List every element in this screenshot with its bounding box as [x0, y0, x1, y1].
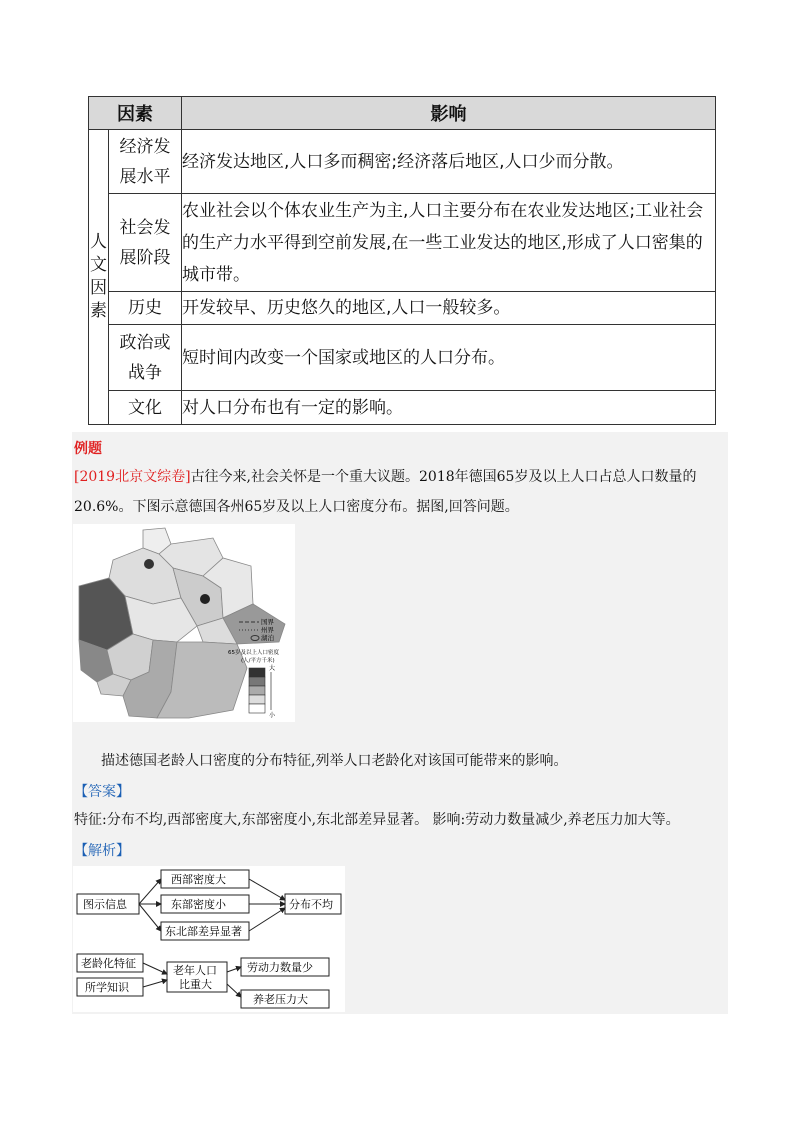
answer-heading: 【答案】: [74, 784, 130, 800]
flow-arrow: [227, 984, 241, 997]
germany-map: [73, 524, 295, 722]
legend-scale-high: 大: [269, 665, 276, 672]
question-line-1: [74, 466, 696, 486]
table-row: [89, 325, 716, 391]
factor-line: 历史: [128, 298, 162, 318]
group-char: 素: [90, 301, 107, 321]
table-row: [89, 194, 716, 292]
factor-cell: [109, 292, 182, 325]
header-effect: 影响: [182, 97, 716, 130]
factor-line: 战争: [128, 362, 162, 383]
legend-swatch: [249, 704, 265, 713]
flow-arrow: [249, 879, 285, 900]
factor-line: 经济发: [119, 136, 171, 157]
flow-arrow: [139, 879, 161, 904]
analysis-heading: 【解析】: [74, 843, 130, 859]
factor-cell: [109, 391, 182, 425]
table-row: [89, 391, 716, 425]
factor-cell: [109, 130, 182, 194]
flow-fact-label: 西部密度大: [171, 873, 226, 886]
flow-arrow: [143, 963, 167, 974]
factor-cell: [109, 325, 182, 391]
flow-middle-line: 老年人口: [173, 964, 217, 977]
flow-arrow: [139, 904, 161, 931]
factor-cell: [109, 194, 182, 292]
map-state: [200, 594, 210, 604]
legend-swatch: [249, 668, 265, 677]
legend-swatch: [249, 695, 265, 704]
legend-swatch: [249, 686, 265, 695]
group-char: 因: [90, 278, 107, 298]
flow-result-label: 分布不均: [289, 898, 333, 911]
flow-effect-label: 养老压力大: [253, 993, 308, 1006]
flow-arrow: [249, 908, 285, 931]
factor-line: 文化: [128, 397, 162, 418]
effect-cell: 开发较早、历史悠久的地区,人口一般较多。: [182, 292, 716, 325]
legend-scale-low: 小: [269, 712, 276, 719]
table-row: [89, 292, 716, 325]
effect-cell: 对人口分布也有一定的影响。: [182, 391, 716, 425]
flow-input-label: 所学知识: [85, 981, 129, 994]
factor-line: 政治或: [119, 332, 171, 353]
question-line-2: 20.6%。下图示意德国各州65岁及以上人口密度分布。据图,回答问题。: [74, 499, 519, 515]
example-title: 例题: [74, 441, 102, 457]
factor-line: 展阶段: [119, 247, 171, 268]
legend-lake-label: 湖泊: [261, 634, 274, 642]
factors-table: [88, 96, 716, 425]
effect-cell: 农业社会以个体农业生产为主,人口主要分布在农业发达地区;工业社会的生产力水平得到空前发展,在一些工业发达的地区,形成了人口密集的城市带。: [182, 194, 716, 292]
group-label: [89, 130, 109, 425]
germany-map-svg: [73, 524, 295, 722]
task-text: 描述德国老龄人口密度的分布特征,列举人口老龄化对该国可能带来的影响。: [101, 753, 568, 769]
flow-source-label: 图示信息: [83, 898, 127, 911]
effect-cell: 短时间内改变一个国家或地区的人口分布。: [182, 325, 716, 391]
header-factor: 因素: [89, 97, 182, 130]
legend-scale-unit: (人/平方千米): [241, 658, 275, 664]
legend-scale-title: 65岁及以上人口密度: [228, 650, 279, 656]
flow-arrow: [227, 967, 241, 972]
legend-border-label: 国界: [261, 618, 274, 626]
flow-fact-label: 东北部差异显著: [165, 925, 242, 938]
question-text: 古往今来,社会关怀是一个重大议题。2018年德国65岁及以上人口占总人口数量的: [190, 469, 697, 485]
analysis-flow-diagram: [73, 866, 345, 1012]
flow-arrow: [143, 980, 167, 987]
legend-swatch: [249, 677, 265, 686]
table-header-row: [89, 97, 716, 130]
effect-cell: 经济发达地区,人口多而稠密;经济落后地区,人口少而分散。: [182, 130, 716, 194]
group-char: 文: [90, 255, 107, 275]
flow-svg: [73, 866, 345, 1012]
group-char: 人: [90, 232, 107, 252]
factor-line: 社会发: [119, 217, 171, 238]
question-source: [2019北京文综卷]: [74, 469, 191, 485]
factor-line: 展水平: [119, 166, 171, 187]
table-row: [89, 130, 716, 194]
flow-middle-line: 比重大: [179, 978, 212, 991]
legend-state-label: 州界: [261, 626, 274, 634]
map-state: [144, 559, 154, 569]
flow-input-label: 老龄化特征: [81, 957, 136, 970]
flow-effect-label: 劳动力数量少: [247, 961, 313, 974]
answer-text: 特征:分布不均,西部密度大,东部密度小,东北部差异显著。 影响:劳动力数量减少,养老压力加大等。: [74, 812, 680, 828]
flow-fact-label: 东部密度小: [171, 898, 226, 911]
